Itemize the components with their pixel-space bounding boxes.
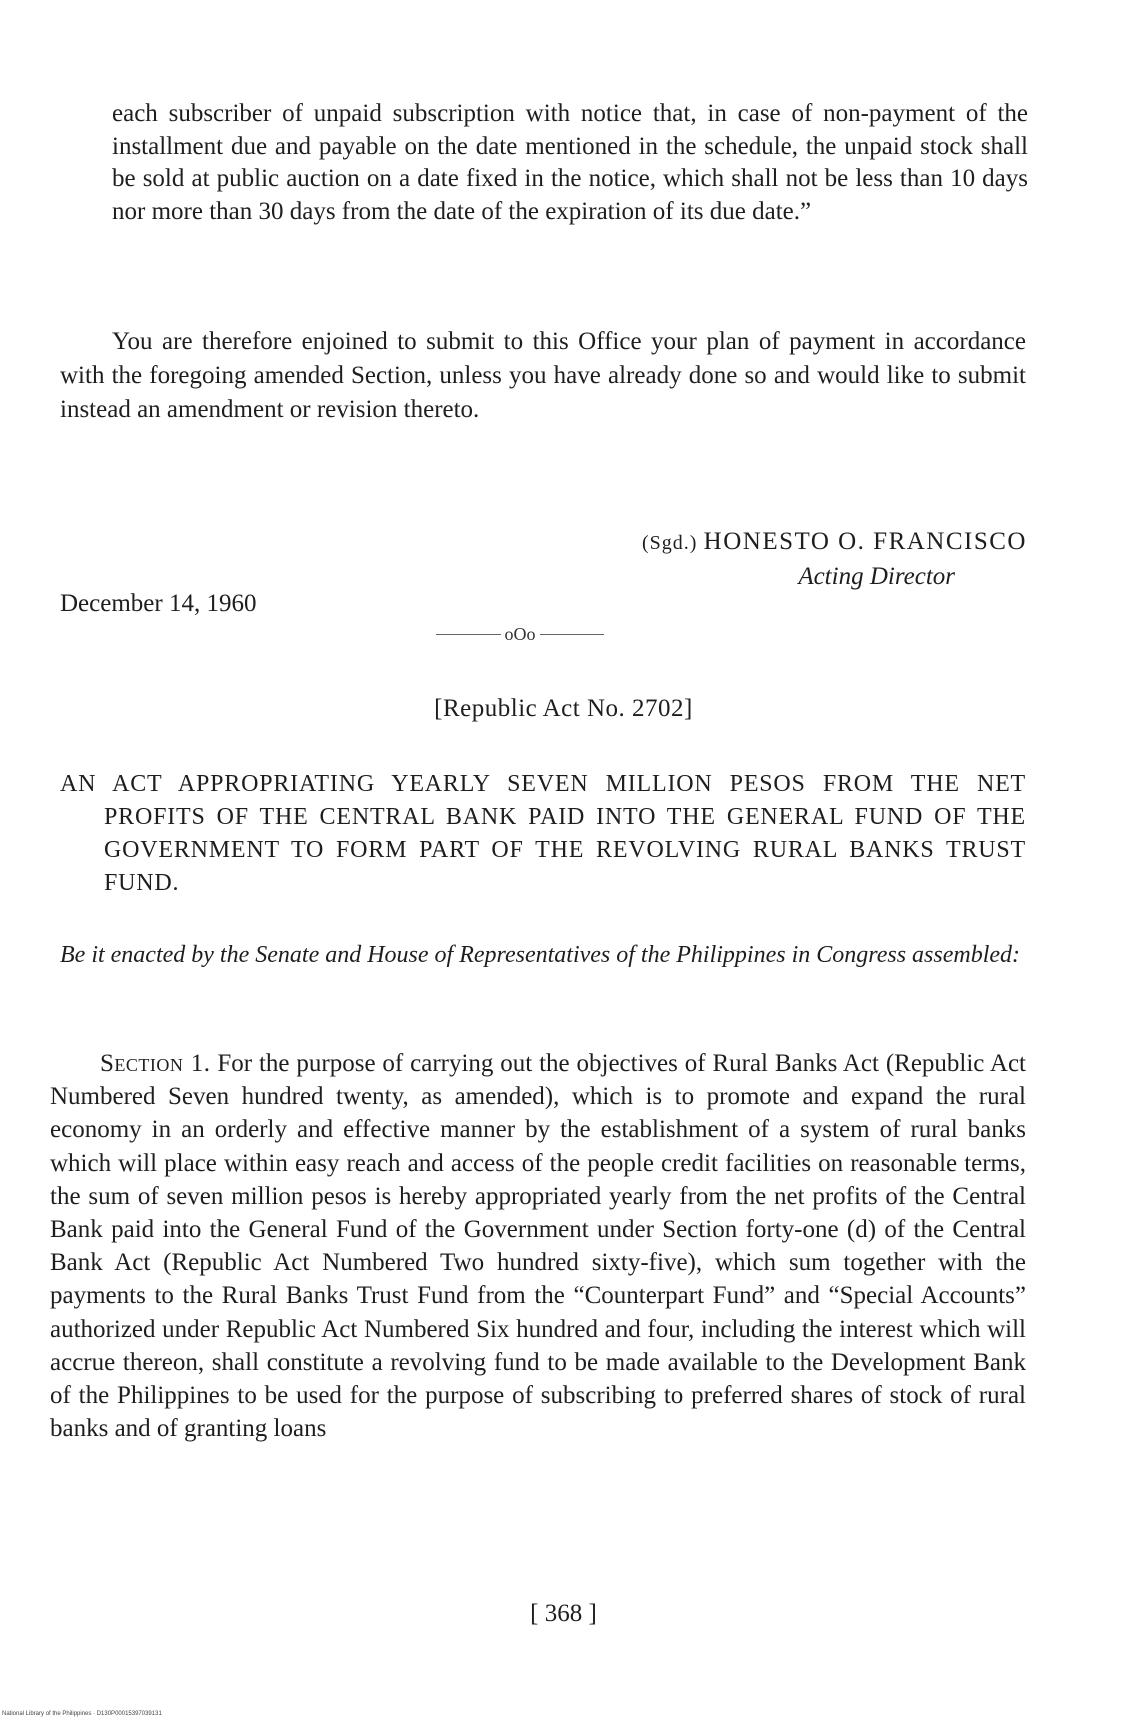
section-text: For the purpose of carrying out the objectives of Rural Banks Act (Republic Act Numbered Seven hundred twenty, as amended), which is to promote and expand the rural economy in an orderly and effective manner by the establishment of a system of rural banks which will place within easy reach and access of the people credit facilities on reasonable terms, the sum of seven million pesos is hereby appropriated yearly from the net profits of the Central Bank paid into the General Fund of the Government under Section forty-one (d) of the Central Bank Act (Republic Act Numbered Two hundred sixty-five), which sum together with the payments to the Rural Banks Trust Fund from the “Counterpart Fund” and “Special Accounts” authorized under Republic Act Numbered Six hundred and four, including the interest which will accrue thereon, shall constitute a revolving fund to be made available to the Development Bank of the Philippines to be used for the purpose of subscribing to preferred shares of stock of rural banks and of granting loans	[50, 1050, 1026, 1443]
act-title: AN ACT APPROPRIATING YEARLY SEVEN MILLION PESOS FROM THE NET PROFITS OF THE CENTRAL BANK PAID INTO THE GENERAL FUND OF THE GOVERNMENT TO FORM PART OF THE REVOLVING RURAL BANKS TRUST FUND.	[60, 771, 1026, 896]
page-number: [ 368 ]	[530, 1600, 597, 1627]
signatory-name: HONESTO O. FRANCISCO	[703, 528, 1027, 555]
signature-block	[642, 525, 1027, 594]
separator-ornament: oOo	[504, 624, 536, 644]
section-separator	[436, 624, 604, 645]
signatory-title: Acting Director	[798, 563, 955, 590]
issue-date: December 14, 1960	[60, 590, 257, 617]
separator-rule-right	[540, 634, 605, 635]
enjoined-paragraph: You are therefore enjoined to submit to this Office your plan of payment in accordance with the foregoing amended Section, unless you have already done so and would like to submit instead an amendment or revision thereto.	[60, 328, 1026, 423]
separator-rule-left	[436, 634, 501, 635]
footer-credit: National Library of the Philippines · D130P00015397039131	[2, 1711, 162, 1717]
signature-prefix: (Sgd.)	[641, 532, 698, 554]
republic-act-number: [Republic Act No. 2702]	[434, 695, 693, 722]
section-label: Section 1.	[100, 1050, 211, 1077]
section-one-paragraph	[50, 1047, 1026, 1445]
enacting-clause: Be it enacted by the Senate and House of Representatives of the Philippines in Congress assembled:	[60, 942, 1021, 968]
continuation-paragraph: each subscriber of unpaid subscription with notice that, in case of non-payment of the installment due and payable on the date mentioned in the schedule, the unpaid stock shall be sold at public auction on a date fixed in the notice, which shall not be less than 10 days nor more than 30 days from the date of the expiration of its due date.”	[112, 100, 1028, 225]
